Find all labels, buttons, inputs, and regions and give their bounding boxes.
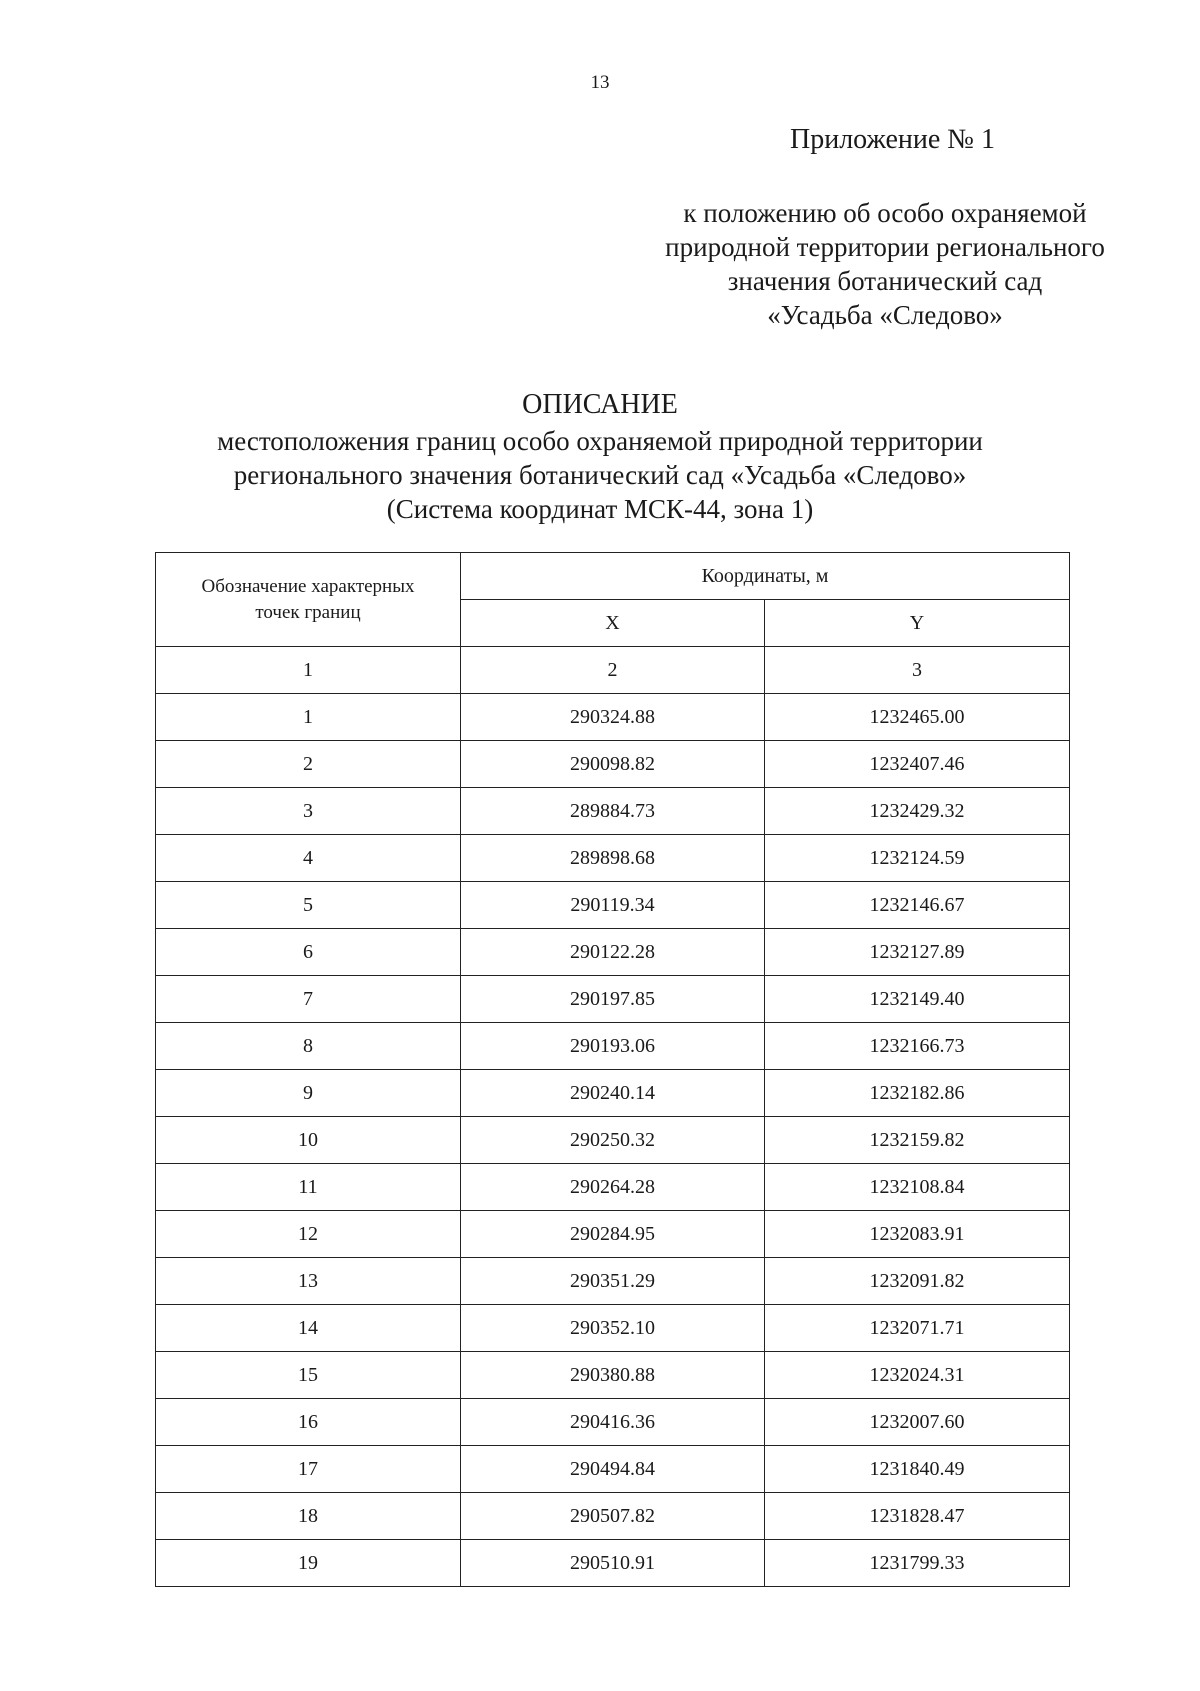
table-row	[156, 741, 1070, 788]
cell-x: 290197.85	[461, 976, 765, 1023]
cell-point: 9	[156, 1070, 461, 1117]
column-number-row	[156, 647, 1070, 694]
cell-x: 290193.06	[461, 1023, 765, 1070]
cell-x: 290264.28	[461, 1164, 765, 1211]
cell-point: 8	[156, 1023, 461, 1070]
appendix-caption	[640, 196, 1130, 332]
document-subheading-line: (Система координат МСК-44, зона 1)	[386, 494, 814, 524]
table-header-row	[156, 553, 1070, 600]
cell-x: 290494.84	[461, 1446, 765, 1493]
cell-y: 1231828.47	[765, 1493, 1070, 1540]
table-row	[156, 788, 1070, 835]
table-row	[156, 694, 1070, 741]
cell-point: 16	[156, 1399, 461, 1446]
document-subheading-line: регионального значения ботанический сад «Усадьба «Следово»	[233, 460, 967, 490]
cell-x: 290122.28	[461, 929, 765, 976]
appendix-title: Приложение № 1	[790, 124, 995, 155]
cell-x: 290250.32	[461, 1117, 765, 1164]
cell-point: 6	[156, 929, 461, 976]
cell-point: 19	[156, 1540, 461, 1587]
table-row	[156, 1164, 1070, 1211]
table-row	[156, 1211, 1070, 1258]
cell-point: 5	[156, 882, 461, 929]
cell-x: 290380.88	[461, 1352, 765, 1399]
cell-x: 290098.82	[461, 741, 765, 788]
document-heading: ОПИСАНИЕ	[522, 389, 678, 420]
cell-y: 1232091.82	[765, 1258, 1070, 1305]
cell-y: 1231840.49	[765, 1446, 1070, 1493]
table-row	[156, 976, 1070, 1023]
cell-x: 290416.36	[461, 1399, 765, 1446]
cell-x: 290284.95	[461, 1211, 765, 1258]
header-x: X	[461, 600, 765, 647]
table-row	[156, 882, 1070, 929]
cell-y: 1231799.33	[765, 1540, 1070, 1587]
column-number: 2	[461, 647, 765, 694]
table-row	[156, 1446, 1070, 1493]
cell-x: 290240.14	[461, 1070, 765, 1117]
cell-point: 15	[156, 1352, 461, 1399]
cell-y: 1232083.91	[765, 1211, 1070, 1258]
appendix-caption-line: к положению об особо охраняемой	[683, 198, 1087, 228]
header-coordinates: Координаты, м	[461, 553, 1070, 600]
document-subheading	[0, 424, 1200, 526]
table-row	[156, 1070, 1070, 1117]
cell-y: 1232429.32	[765, 788, 1070, 835]
cell-point: 10	[156, 1117, 461, 1164]
column-number: 1	[156, 647, 461, 694]
cell-point: 2	[156, 741, 461, 788]
table-row	[156, 1117, 1070, 1164]
table-row	[156, 929, 1070, 976]
coordinates-table	[155, 552, 1070, 1587]
cell-y: 1232149.40	[765, 976, 1070, 1023]
header-y: Y	[765, 600, 1070, 647]
cell-y: 1232159.82	[765, 1117, 1070, 1164]
cell-point: 3	[156, 788, 461, 835]
cell-y: 1232071.71	[765, 1305, 1070, 1352]
header-points-line: Обозначение характерных	[201, 575, 415, 597]
cell-x: 290507.82	[461, 1493, 765, 1540]
cell-y: 1232108.84	[765, 1164, 1070, 1211]
cell-y: 1232182.86	[765, 1070, 1070, 1117]
cell-point: 4	[156, 835, 461, 882]
column-number: 3	[765, 647, 1070, 694]
cell-point: 1	[156, 694, 461, 741]
cell-y: 1232124.59	[765, 835, 1070, 882]
header-points	[156, 553, 461, 647]
cell-y: 1232146.67	[765, 882, 1070, 929]
appendix-caption-line: значения ботанический сад	[727, 266, 1043, 296]
cell-y: 1232007.60	[765, 1399, 1070, 1446]
cell-y: 1232127.89	[765, 929, 1070, 976]
cell-x: 290351.29	[461, 1258, 765, 1305]
cell-y: 1232407.46	[765, 741, 1070, 788]
cell-x: 289898.68	[461, 835, 765, 882]
table-row	[156, 1493, 1070, 1540]
header-points-line: точек границ	[255, 601, 361, 623]
page-number: 13	[590, 72, 610, 93]
table-row	[156, 1352, 1070, 1399]
table-row	[156, 1258, 1070, 1305]
document-subheading-line: местоположения границ особо охраняемой природной территории	[217, 426, 983, 456]
cell-point: 14	[156, 1305, 461, 1352]
table-row	[156, 1540, 1070, 1587]
table-row	[156, 835, 1070, 882]
cell-x: 290119.34	[461, 882, 765, 929]
table-row	[156, 1023, 1070, 1070]
cell-x: 290510.91	[461, 1540, 765, 1587]
appendix-caption-line: «Усадьба «Следово»	[767, 300, 1003, 330]
cell-point: 7	[156, 976, 461, 1023]
cell-point: 17	[156, 1446, 461, 1493]
appendix-caption-line: природной территории регионального	[665, 232, 1105, 262]
cell-point: 13	[156, 1258, 461, 1305]
cell-y: 1232465.00	[765, 694, 1070, 741]
cell-y: 1232166.73	[765, 1023, 1070, 1070]
table-row	[156, 1305, 1070, 1352]
cell-x: 290352.10	[461, 1305, 765, 1352]
cell-x: 290324.88	[461, 694, 765, 741]
cell-y: 1232024.31	[765, 1352, 1070, 1399]
cell-point: 18	[156, 1493, 461, 1540]
cell-point: 12	[156, 1211, 461, 1258]
cell-x: 289884.73	[461, 788, 765, 835]
cell-point: 11	[156, 1164, 461, 1211]
table-row	[156, 1399, 1070, 1446]
